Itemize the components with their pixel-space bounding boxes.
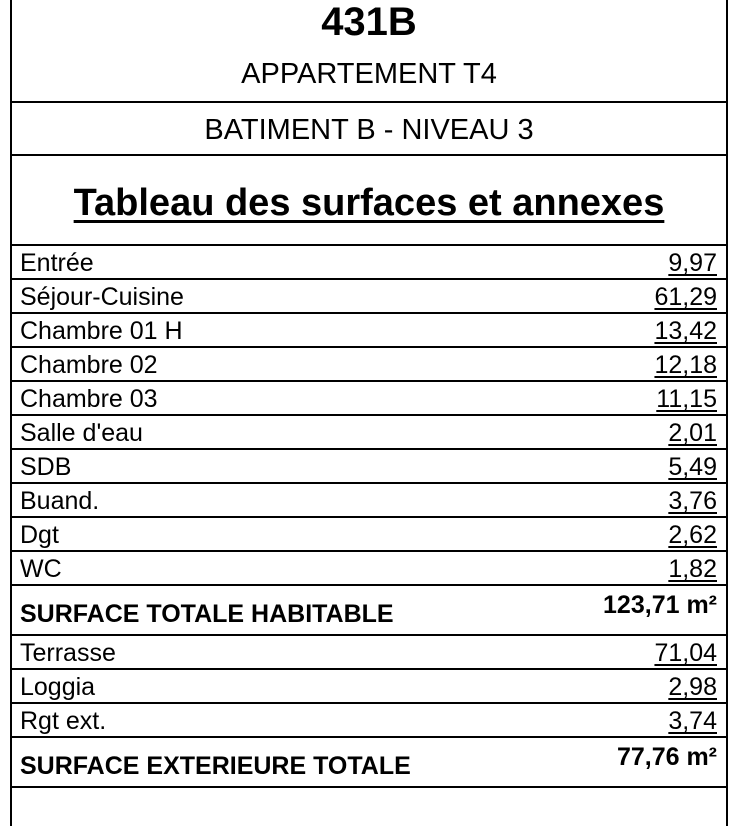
room-label: Séjour-Cuisine: [20, 283, 184, 311]
exterior-surface: 3,74: [668, 707, 717, 735]
total-habitable-label: SURFACE TOTALE HABITABLE: [20, 600, 394, 628]
exterior-surface: 2,98: [668, 673, 717, 701]
table-row: [12, 244, 726, 278]
room-surface: 11,15: [656, 385, 717, 413]
total-habitable-row: [12, 584, 726, 634]
exterior-label: Rgt ext.: [20, 707, 107, 735]
room-surface: 2,62: [668, 521, 717, 549]
table-row: [12, 482, 726, 516]
table-row: [12, 278, 726, 312]
room-surface: 13,42: [654, 317, 717, 345]
room-label: Salle d'eau: [20, 419, 143, 447]
room-label: Chambre 02: [20, 351, 158, 379]
table-row: [12, 668, 726, 702]
apartment-type: APPARTEMENT T4: [241, 58, 497, 90]
room-surface: 12,18: [654, 351, 717, 379]
footer-empty-row: [12, 786, 726, 826]
divider: [12, 154, 726, 156]
room-label: Dgt: [20, 521, 59, 549]
room-label: Buand.: [20, 487, 100, 515]
room-surface: 5,49: [668, 453, 717, 481]
room-label: WC: [20, 555, 62, 583]
surface-sheet: [10, 0, 728, 826]
apartment-code: 431B: [321, 0, 417, 44]
room-label: Chambre 01 H: [20, 317, 183, 345]
table-row: [12, 380, 726, 414]
room-surface: 1,82: [668, 555, 717, 583]
room-label: SDB: [20, 453, 72, 481]
total-habitable-value: 123,71 m²: [603, 591, 717, 619]
exterior-label: Loggia: [20, 673, 96, 701]
table-row: [12, 550, 726, 584]
exterior-label: Terrasse: [20, 639, 116, 667]
total-exterior-label: SURFACE EXTERIEURE TOTALE: [20, 752, 411, 780]
table-row: [12, 516, 726, 550]
table-row: [12, 448, 726, 482]
table-row: [12, 702, 726, 736]
room-label: Chambre 03: [20, 385, 158, 413]
building-level: BATIMENT B - NIVEAU 3: [204, 114, 534, 146]
surface-table: [12, 244, 726, 826]
table-row: [12, 414, 726, 448]
table-title: Tableau des surfaces et annexes: [73, 182, 665, 224]
room-surface: 61,29: [654, 283, 717, 311]
room-surface: 2,01: [668, 419, 717, 447]
table-row: [12, 346, 726, 380]
table-row: [12, 634, 726, 668]
exterior-surface: 71,04: [654, 639, 717, 667]
table-row: [12, 312, 726, 346]
total-exterior-value: 77,76 m²: [616, 743, 717, 771]
room-surface: 3,76: [668, 487, 717, 515]
room-label: Entrée: [20, 249, 94, 277]
room-surface: 9,97: [668, 249, 717, 277]
total-exterior-row: [12, 736, 726, 786]
divider: [12, 101, 726, 103]
